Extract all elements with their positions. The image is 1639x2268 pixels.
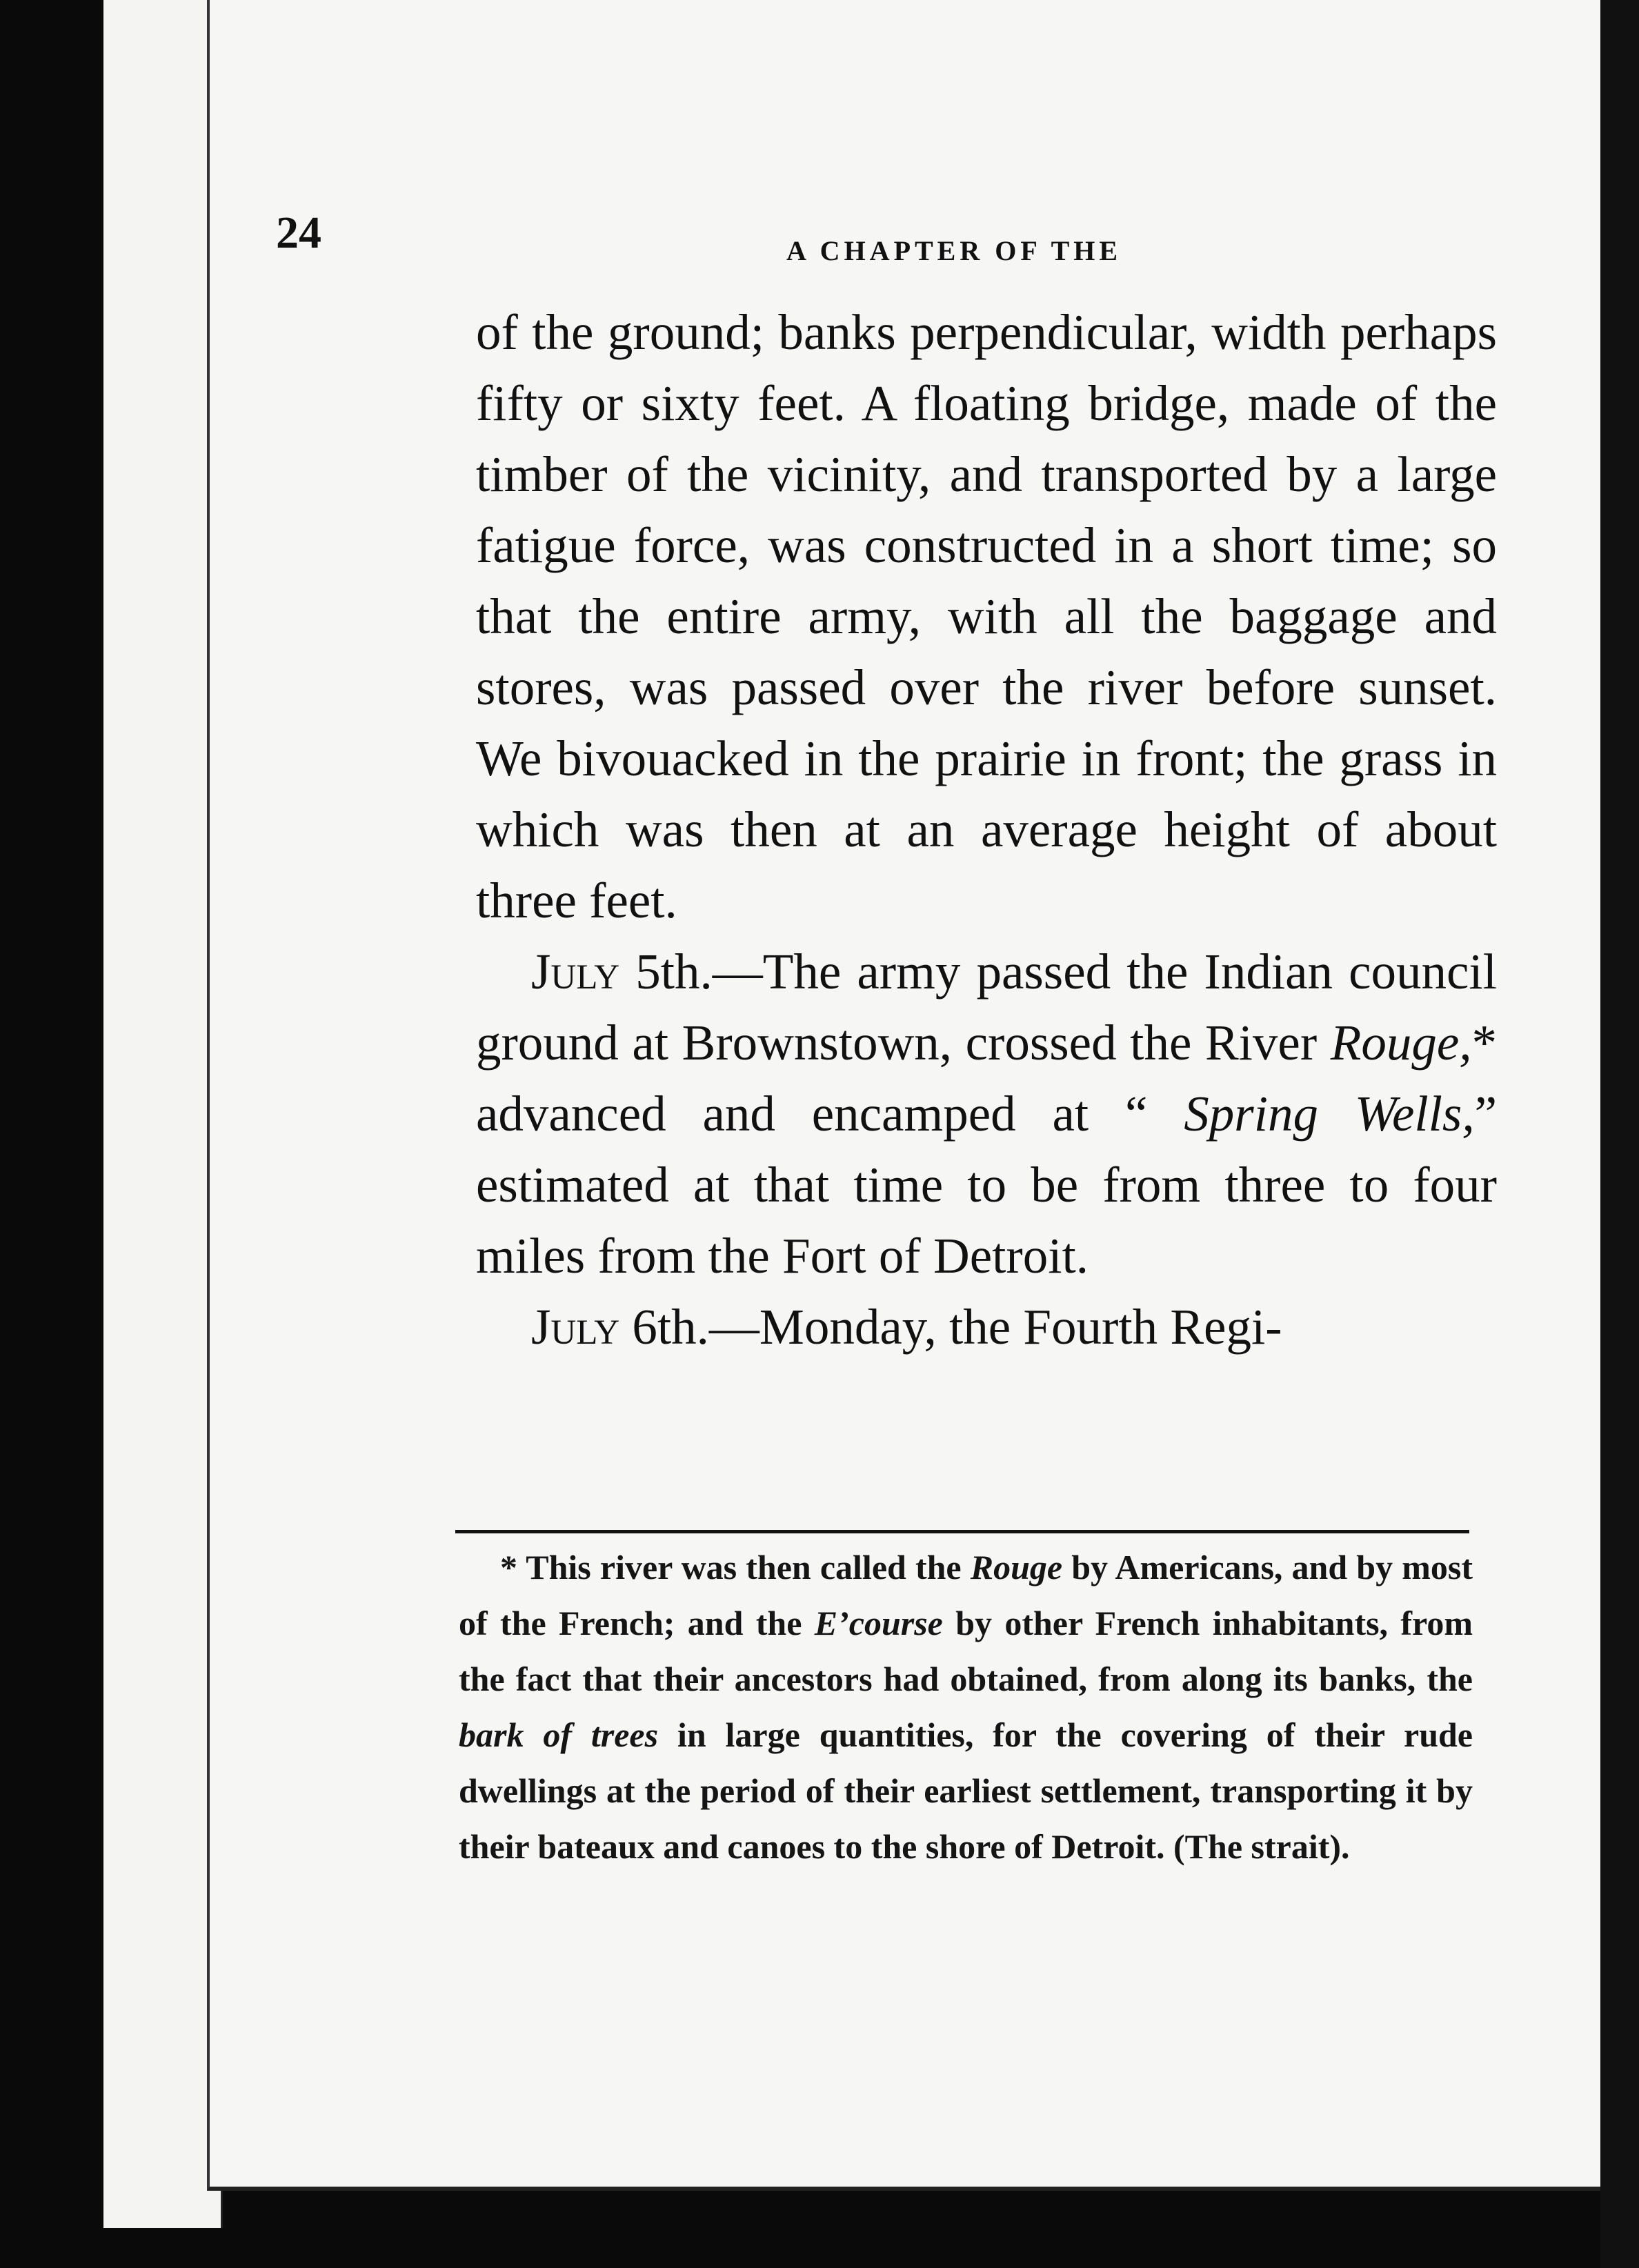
page-header — [276, 207, 1207, 269]
text-run: advanced and encamped at “ — [476, 1086, 1184, 1142]
footnote-paragraph — [459, 1540, 1473, 1875]
text-run: by other French inhabitants, from the fact that their ancestors had obtained, from along its banks, the — [459, 1604, 1473, 1698]
footnote-mark: * — [500, 1548, 526, 1586]
paragraph — [476, 1291, 1497, 1362]
scan-margin — [1600, 0, 1639, 2268]
text-run: This river was then called the — [526, 1548, 971, 1586]
page-edge — [172, 0, 195, 2228]
text-run: —The army passed the Indian council ground at Brownstown, crossed the River — [476, 944, 1497, 1071]
page-edge — [103, 0, 133, 2228]
page-edge — [152, 0, 175, 2228]
body-text — [476, 297, 1497, 1362]
date-day: 6th. — [619, 1299, 709, 1355]
italic-term: Rouge — [970, 1548, 1063, 1586]
text-run: ” estimated at that time to be from three to four miles from the Fort of Detroit. — [476, 1086, 1497, 1284]
footnote-rule — [455, 1530, 1469, 1533]
italic-term: E’course — [814, 1604, 943, 1642]
date-label: July — [531, 944, 620, 999]
paragraph — [476, 936, 1497, 1291]
text-run: —Monday, the Fourth Regi- — [708, 1299, 1282, 1355]
page-number: 24 — [276, 208, 321, 258]
text-run: in large quantities, for the covering of their rude dwellings at the period of their earliest settlement, transporting it by their bateaux and canoes to the shore of Detroit. (The strait). — [459, 1715, 1473, 1866]
paragraph: of the ground; banks perpendicular, width perhaps fifty or sixty feet. A floating bridge, made of the timber of the vicinity, and transported by a large fatigue force, was constructed in a short time; so that the entire army, with all the baggage and stores, was passed over the river before sunset. We bivouacked in the prairie in front; the grass in which was then at an average height of about three feet. — [476, 304, 1497, 928]
footnote-mark: * — [1471, 1015, 1497, 1071]
date-label: July — [531, 1299, 620, 1355]
italic-term: Rouge, — [1330, 1015, 1472, 1071]
date-day: 5th. — [619, 944, 713, 999]
text-run: by Americans, and by most of the French; and the — [459, 1548, 1473, 1642]
italic-term: Spring Wells, — [1184, 1086, 1475, 1142]
page-edge — [131, 0, 154, 2228]
footnote — [459, 1540, 1473, 1875]
italic-term: bark of trees — [459, 1715, 659, 1754]
running-head: A CHAPTER OF THE — [786, 235, 1122, 266]
